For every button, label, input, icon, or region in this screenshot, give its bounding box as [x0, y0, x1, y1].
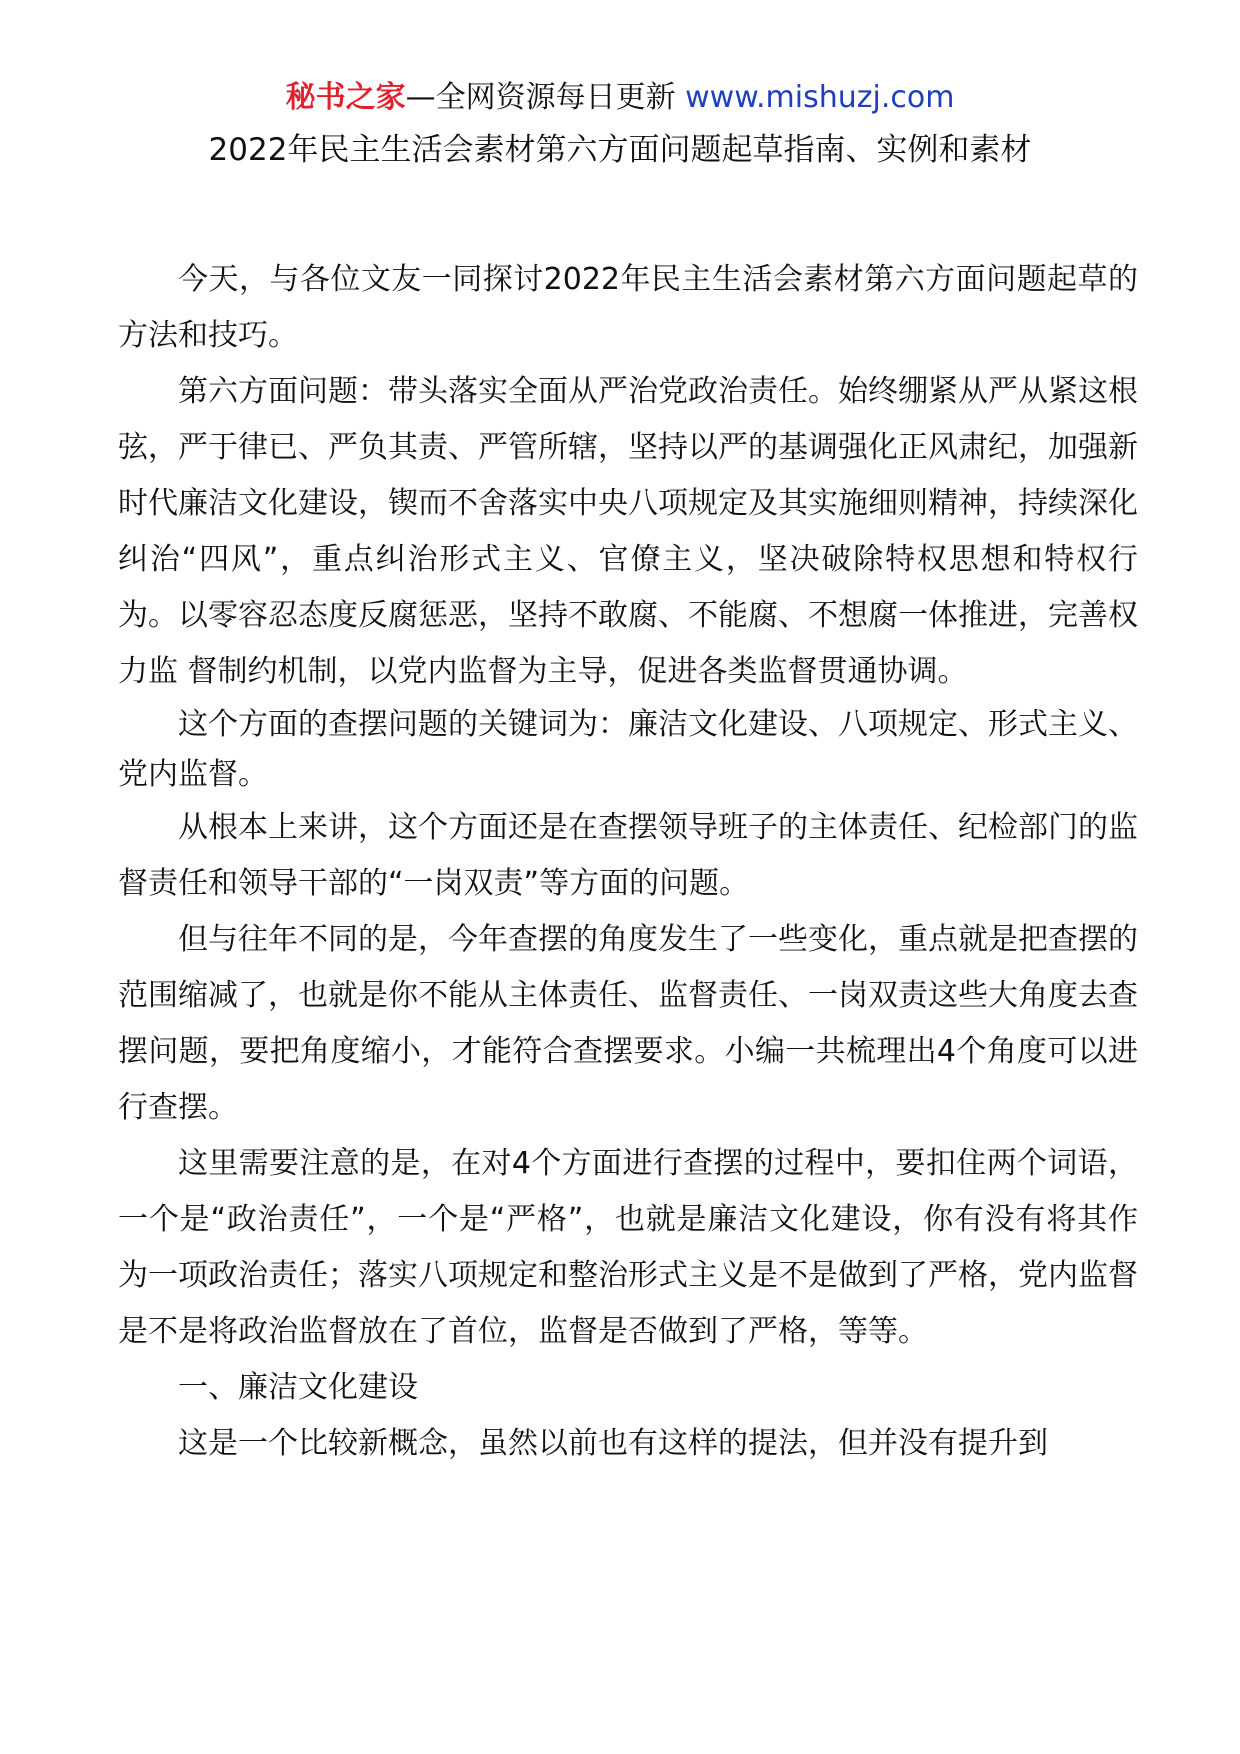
- paragraph-intro: 今天，与各位文友一同探讨2022年民主生活会素材第六方面问题起草的方法和技巧。: [118, 262, 1138, 353]
- site-header: [0, 78, 1240, 118]
- paragraph-attention: 这里需要注意的是，在对4个方面进行查摆的过程中，要扣住两个词语，一个是“政治责任”，一个是“严格”，也就是廉洁文化建设，你有没有将其作为一项政治责任；落实八项规定和整治形式主义是不是做到了严格，党内监督是不是将政治监督放在了首位，监督是否做到了严格，等等。: [118, 1146, 1138, 1349]
- paragraph-fundamental: 从根本上来讲，这个方面还是在查摆领导班子的主体责任、纪检部门的监督责任和领导干部的“一岗双责”等方面的问题。: [118, 810, 1138, 901]
- section-heading-1: 一、廉洁文化建设: [178, 1370, 418, 1405]
- paragraph-difference: 但与往年不同的是，今年查摆的角度发生了一些变化，重点就是把查摆的范围缩减了，也就是你不能从主体责任、监督责任、一岗双责这些大角度去查摆问题，要把角度缩小，才能符合查摆要求。小编一共梳理出4个角度可以进行查摆。: [118, 922, 1138, 1125]
- paragraph-keywords-continued: 党内监督。: [118, 757, 268, 792]
- document-title: 2022年民主生活会素材第六方面问题起草指南、实例和素材: [208, 132, 1032, 168]
- paragraph-section-1: 这是一个比较新概念，虽然以前也有这样的提法，但并没有提升到: [178, 1426, 1048, 1461]
- site-url-link[interactable]: www.mishuzj.com: [685, 80, 955, 115]
- document-body: [118, 252, 1138, 1472]
- header-tagline: —全网资源每日更新: [405, 80, 686, 115]
- paragraph-sixth-aspect: 第六方面问题：带头落实全面从严治党政治责任。始终绷紧从严从紧这根 弦，严于律已、严负其责、严管所辖，坚持以严的基调强化正风肃纪，加强新 时代廉洁文化建设，锲而不舍落实中央八项规定及其实施细则精神，持续深化 纠治“四风”，重点纠治形式主义、官僚主义，坚决破除特权思想和特权行为。以零容忍态度反腐惩恶，坚持不敢腐、不能腐、不想腐一体推进，完善权力监 督制约机制，以党内监督为主导，促进各类监督贯通协调。: [118, 374, 1138, 689]
- brand-name: 秘书之家: [285, 80, 406, 115]
- paragraph-keywords: 这个方面的查摆问题的关键词为：廉洁文化建设、八项规定、形式主义、: [178, 707, 1138, 742]
